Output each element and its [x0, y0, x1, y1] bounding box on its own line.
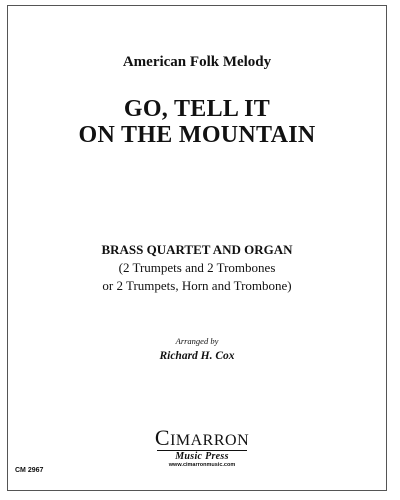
composer-subtitle: American Folk Melody — [122, 54, 272, 70]
title-line-1: GO, TELL IT — [123, 96, 271, 122]
logo-press: Music Press — [175, 451, 229, 462]
logo-initial: C — [154, 425, 171, 450]
catalog-number: CM 2967 — [15, 467, 44, 474]
logo-name-rest: IMARRON — [170, 432, 250, 449]
publisher-logo — [147, 425, 257, 469]
arranged-by-label: Arranged by — [175, 336, 219, 346]
scoring-line-2: or 2 Trumpets, Horn and Trombone) — [102, 278, 292, 293]
arranger-name: Richard H. Cox — [159, 350, 235, 362]
publisher-logo-name — [147, 425, 257, 450]
title-line-2: ON THE MOUNTAIN — [78, 122, 316, 148]
publisher-url: www.cimarronmusic.com — [168, 462, 236, 468]
instrumentation-heading: BRASS QUARTET AND ORGAN — [101, 242, 293, 257]
scoring-line-1: (2 Trumpets and 2 Trombones — [118, 260, 276, 275]
